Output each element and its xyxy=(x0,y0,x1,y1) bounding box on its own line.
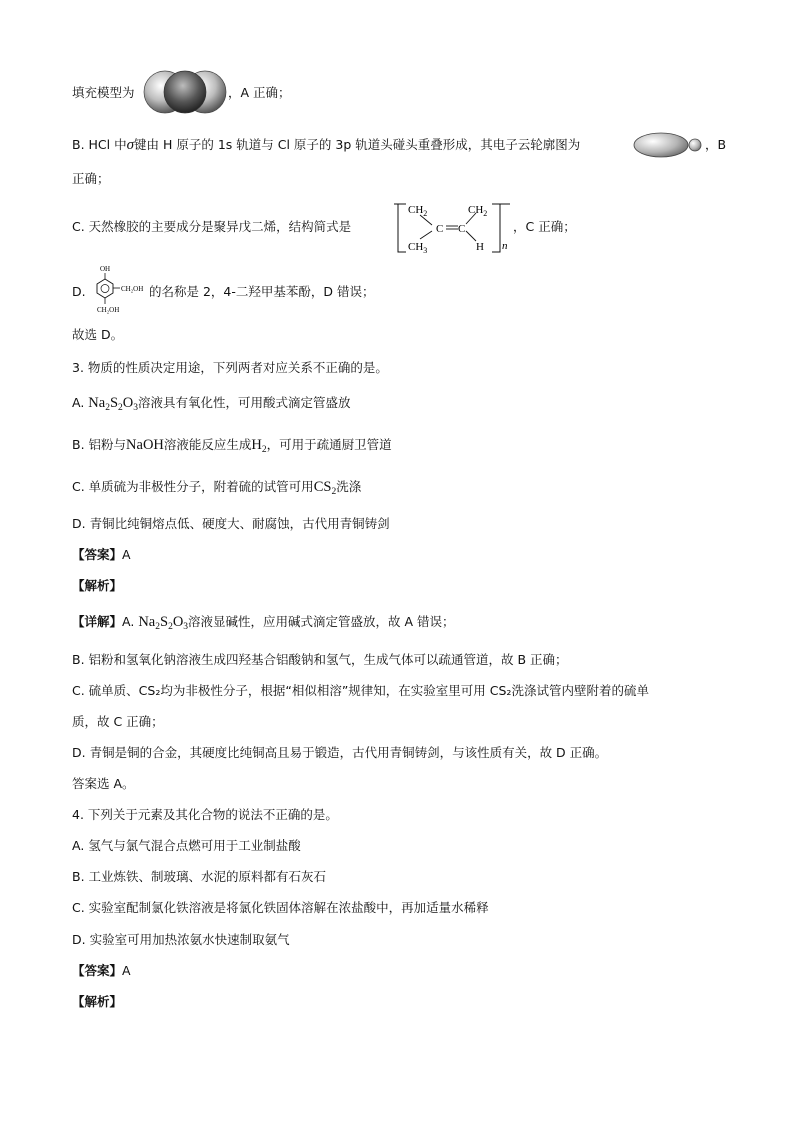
q3-detail-b-text: B. 铝粉和氢氧化钠溶液生成四羟基合铝酸钠和氢气，生成气体可以疏通管道，故 B 正确； xyxy=(72,652,568,667)
q2-b-text: B. HCl 中 xyxy=(72,137,127,152)
h2-formula: $H_2$ xyxy=(251,437,267,455)
q3-detail-a-text: 溶液显碱性，应用碱式滴定管盛放，故 A 错误； xyxy=(188,614,455,629)
naoh-formula: NaOH xyxy=(126,437,164,453)
q2-d-text: 的名称是 2，4-二羟甲基苯酚，D 错误； xyxy=(149,284,375,299)
q3-detail-a xyxy=(72,613,455,631)
q4-answer-tag: 【答案】 xyxy=(72,963,123,978)
q4-option-a xyxy=(72,837,301,855)
q3-a-label: A. xyxy=(72,395,85,410)
q4-answer xyxy=(72,962,131,980)
electron-cloud-outline-icon xyxy=(633,131,705,159)
q3-stem-text: 3. 物质的性质决定用途，下列两者对应关系不正确的是。 xyxy=(72,360,388,375)
q3-b-label: B. 铝粉与 xyxy=(72,437,127,452)
q4-analysis-tag xyxy=(72,993,122,1011)
q3-analysis-text: 【解析】 xyxy=(72,578,123,593)
q3-answer xyxy=(72,546,131,564)
oh-label: OH xyxy=(100,265,111,273)
q2-option-b-line xyxy=(72,136,580,154)
q2-conclusion-text: 故选 D。 xyxy=(72,327,124,342)
q3-stem xyxy=(72,359,388,377)
q2-b-mid: 键由 H 原子的 1s 轨道与 Cl 原子的 3p 轨道头碰头重叠形成，其电子云轮廓图为 xyxy=(134,137,581,152)
q3-c-text: 洗涤 xyxy=(336,479,362,494)
q3-detail-c2-text: 质，故 C 正确； xyxy=(72,714,164,729)
q3-detail-a-label: A. xyxy=(122,614,135,629)
ch3-label: $CH_3$ xyxy=(408,241,428,255)
q3-answer-value: A xyxy=(122,547,131,562)
sigma-symbol: σ xyxy=(126,137,135,153)
q2-c-end: ，C 正确； xyxy=(513,219,576,234)
carbon-1-label: C xyxy=(436,223,444,235)
q3-b-text-2: ，可用于疏通厨卫管道 xyxy=(266,437,392,452)
q3-c-label: C. 单质硫为非极性分子，附着硫的试管可用 xyxy=(72,479,314,494)
q2-a-suffix: ，A 正确； xyxy=(228,85,291,100)
q3-detail-b xyxy=(72,651,568,669)
q2-a-suffix-line xyxy=(228,84,291,102)
ch2oh-label-2: CH₂OH xyxy=(97,306,120,314)
q2-option-c-line xyxy=(72,218,351,236)
q4-analysis-text: 【解析】 xyxy=(72,994,123,1009)
q4-stem xyxy=(72,806,338,824)
q3-a-text: 溶液具有氧化性，可用酸式滴定管盛放 xyxy=(138,395,351,410)
polyisoprene-structure xyxy=(394,197,516,257)
q2-d-text-line xyxy=(149,283,375,301)
cs2-formula: $CS_2$ xyxy=(313,479,337,497)
q2-b-end-line xyxy=(705,136,726,154)
q3-detail-tag: 【详解】 xyxy=(72,614,123,629)
q3-b-text-1: 溶液能反应生成 xyxy=(163,437,252,452)
q3-detail-c-1 xyxy=(72,682,649,700)
q3-conclusion-text: 答案选 A。 xyxy=(72,776,135,791)
q3-option-d xyxy=(72,515,390,533)
space-filling-model-icon xyxy=(143,69,227,115)
na2s2o3-formula: $Na_2S_2O_3$ xyxy=(88,395,139,413)
q4-d-text: D. 实验室可用加热浓氨水快速制取氨气 xyxy=(72,932,290,947)
q2-conclusion xyxy=(72,326,123,344)
q4-stem-text: 4. 下列关于元素及其化合物的说法不正确的是。 xyxy=(72,807,338,822)
q3-detail-c-2 xyxy=(72,713,164,731)
q3-d-text: D. 青铜比纯铜熔点低、硬度大、耐腐蚀，古代用青铜铸剑 xyxy=(72,516,390,531)
q4-b-text: B. 工业炼铁、制玻璃、水泥的原料都有石灰石 xyxy=(72,869,327,884)
q3-option-c xyxy=(72,478,361,496)
q3-option-b xyxy=(72,436,392,454)
ch2-right-label: $CH_2$ xyxy=(468,204,488,218)
q3-detail-d-text: D. 青铜是铜的合金，其硬度比纯铜高且易于锻造，古代用青铜铸剑，与该性质有关，故 D 正确。 xyxy=(72,745,608,760)
q4-a-text: A. 氢气与氯气混合点燃可用于工业制盐酸 xyxy=(72,838,301,853)
ch2-left-label: $CH_2$ xyxy=(408,204,428,218)
hydrogen-label: H xyxy=(476,241,484,253)
q2-option-d-label-line xyxy=(72,283,86,301)
q3-option-a xyxy=(72,394,351,412)
q2-option-a-line xyxy=(72,84,135,102)
q2-b-cont: 正确； xyxy=(72,171,110,186)
q2-b-continuation xyxy=(72,170,110,188)
repeat-n-label: n xyxy=(502,240,508,252)
q4-c-text: C. 实验室配制氯化铁溶液是将氯化铁固体溶解在浓盐酸中，再加适量水稀释 xyxy=(72,900,489,915)
q2-a-prefix: 填充模型为 xyxy=(72,85,135,100)
q2-b-end: ，B xyxy=(705,137,727,152)
q3-detail-d xyxy=(72,744,607,762)
q4-answer-value: A xyxy=(122,963,131,978)
dihydroxymethylphenol-structure xyxy=(89,262,149,316)
q3-detail-c1-text: C. 硫单质、CS₂均为非极性分子，根据“相似相溶”规律知，在实验室里可用 CS₂洗涤试管内壁附着的硫单 xyxy=(72,683,649,698)
ch2oh-label-1: CH₂OH xyxy=(121,285,144,293)
na2s2o3-formula-detail: $Na_2S_2O_3$ xyxy=(138,614,189,632)
q2-c-end-line xyxy=(513,218,576,236)
q2-c-text: C. 天然橡胶的主要成分是聚异戊二烯，结构简式是 xyxy=(72,219,352,234)
carbon-2-label: C xyxy=(458,223,466,235)
q3-answer-tag: 【答案】 xyxy=(72,547,123,562)
q3-analysis-tag xyxy=(72,577,122,595)
q4-option-d xyxy=(72,931,290,949)
q3-conclusion xyxy=(72,775,135,793)
q2-d-prefix: D. xyxy=(72,284,86,299)
q4-option-b xyxy=(72,868,326,886)
q4-option-c xyxy=(72,899,489,917)
